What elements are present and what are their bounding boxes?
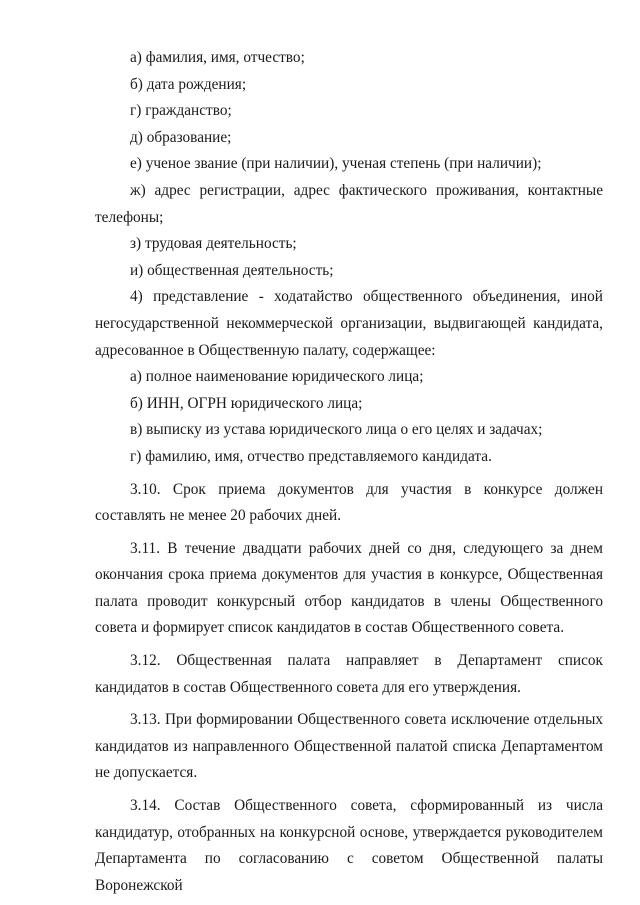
paragraph-3-10: 3.10. Срок приема документов для участия в конкурсе должен составлять не менее 20 рабочих дней. [95,480,603,525]
list-item-citizenship: г) гражданство; [130,102,232,120]
paragraph-3-14: 3.14. Состав Общественного совета, сформированный из числа кандидатур, отобранных на конкурсной основе, утверждается руководителем Департамента по согласованию с советом Общественной палаты Воронежской [95,797,603,894]
list-item-education: д) образование; [130,128,232,146]
list-item-academic-title: е) ученое звание (при наличии), ученая степень (при наличии); [130,155,542,173]
list-item-address: ж) адрес регистрации, адрес фактического проживания, контактные телефоны; [95,181,603,226]
document-body [95,45,603,899]
list-item-labor-activity: з) трудовая деятельность; [130,235,297,253]
paragraph-3-11: 3.11. В течение двадцати рабочих дней со дня, следующего за днем окончания срока приема документов для участия в конкурсе, Общественная палата проводит конкурсный отбор кандидатов в члены Общественного совета и формирует список кандидатов в состав Общественного совета. [95,539,603,637]
list-item-public-activity: и) общественная деятельность; [130,261,334,279]
paragraph-3-13: 3.13. При формировании Общественного совета исключение отдельных кандидатов из направленного Общественной палатой списка Департаментом не допускается. [95,711,603,782]
list-item-birthdate: б) дата рождения; [130,75,247,93]
list-item-surname: а) фамилия, имя, отчество; [130,49,305,66]
paragraph-3-12: 3.12. Общественная палата направляет в Департамент список кандидатов в состав Общественного совета для его утверждения. [95,652,603,696]
list-item-inn-ogrn: б) ИНН, ОГРН юридического лица; [130,394,363,412]
list-item-charter-extract: в) выписку из устава юридического лица о его целях и задачах; [130,421,543,439]
list-item-legal-name: а) полное наименование юридического лица; [130,368,424,386]
paragraph-item-4-submission: 4) представление - ходатайство общественного объединения, иной негосударственной некоммерческой организации, выдвигающей кандидата, адресованное в Общественную палату, содержащее: [95,288,603,359]
list-item-candidate-name: г) фамилию, имя, отчество представляемого кандидата. [130,447,492,465]
